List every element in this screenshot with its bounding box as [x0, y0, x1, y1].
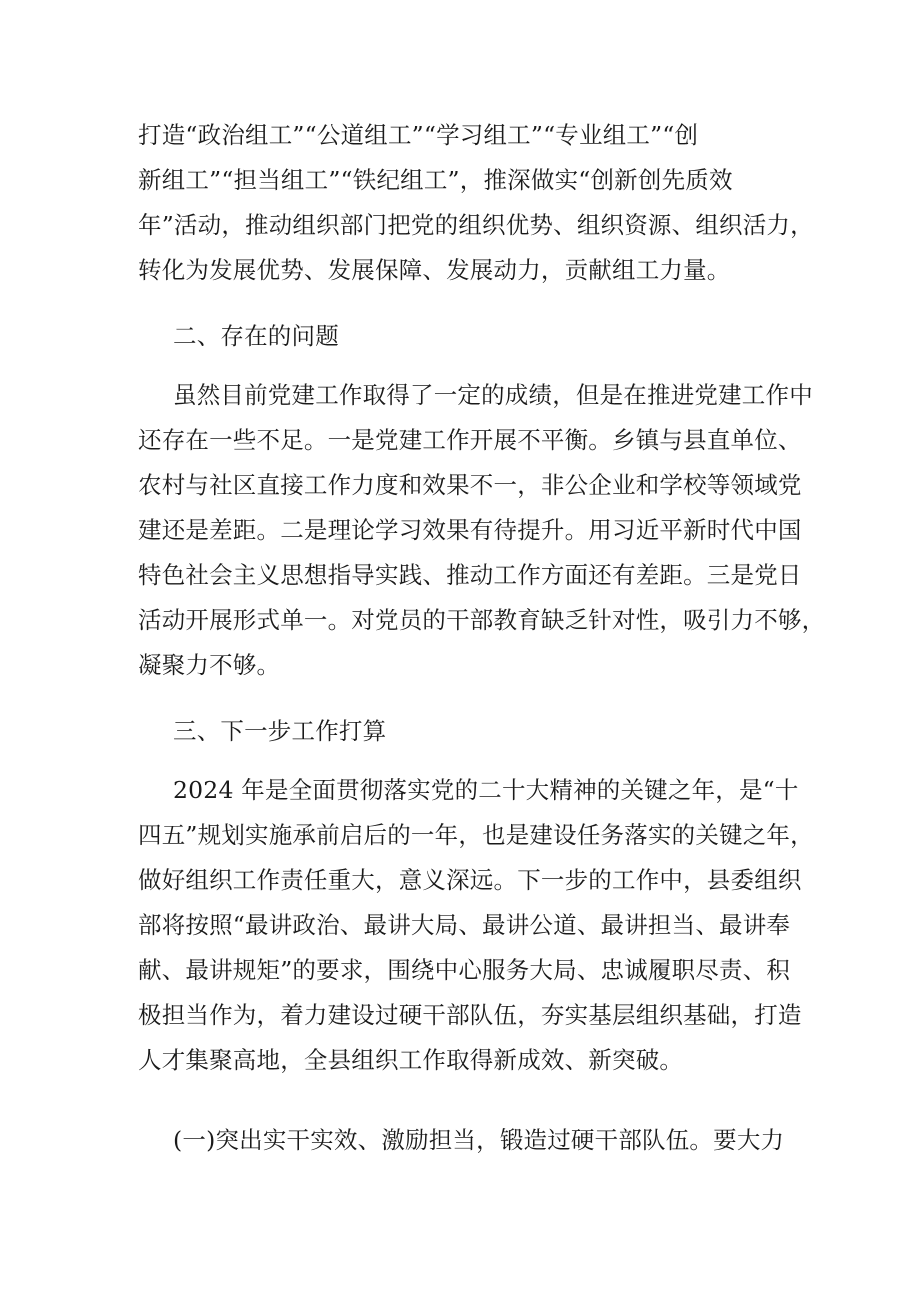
- paragraph-4-line-1: (一)突出实干实效、激励担当，锻造过硬干部队伍。要大力: [173, 1126, 785, 1154]
- paragraph-2-line-5: 特色社会主义思想指导实践、推动工作方面还有差距。三是党日: [138, 561, 802, 589]
- paragraph-2-line-4: 建还是差距。二是理论学习效果有待提升。用习近平新时代中国: [138, 516, 802, 544]
- paragraph-2-line-7: 凝聚力不够。: [138, 651, 281, 679]
- paragraph-2-line-2: 还存在一些不足。一是党建工作开展不平衡。乡镇与县直单位、: [138, 426, 802, 454]
- paragraph-2-line-3: 农村与社区直接工作力度和效果不一，非公企业和学校等领域党: [138, 471, 802, 499]
- paragraph-1-line-3: 年”活动，推动组织部门把党的组织优势、组织资源、组织活力，: [138, 211, 814, 239]
- paragraph-3-line-3: 做好组织工作责任重大，意义深远。下一步的工作中，县委组织: [138, 866, 802, 894]
- paragraph-3-line-4: 部将按照“最讲政治、最讲大局、最讲公道、最讲担当、最讲奉: [138, 911, 791, 939]
- section-heading-problems: 二、存在的问题: [173, 322, 339, 350]
- paragraph-1-line-4: 转化为发展优势、发展保障、发展动力，贡献组工力量。: [138, 256, 731, 284]
- paragraph-2-line-6: 活动开展形式单一。对党员的干部教育缺乏针对性，吸引力不够，: [138, 606, 826, 634]
- paragraph-1-line-1: 打造“政治组工”“公道组工”“学习组工”“专业组工”“创: [138, 121, 699, 149]
- paragraph-3-line-7: 人才集聚高地，全县组织工作取得新成效、新突破。: [138, 1046, 684, 1074]
- paragraph-1-line-2: 新组工”“担当组工”“铁纪组工”，推深做实“创新创先质效: [138, 166, 733, 194]
- paragraph-2-line-1: 虽然目前党建工作取得了一定的成绩，但是在推进党建工作中: [173, 381, 813, 409]
- section-heading-next-steps: 三、下一步工作打算: [173, 717, 387, 745]
- paragraph-3-line-6: 极担当作为，着力建设过硬干部队伍，夯实基层组织基础，打造: [138, 1001, 802, 1029]
- paragraph-3-line-2: 四五”规划实施承前启后的一年，也是建设任务落实的关键之年，: [138, 821, 814, 849]
- paragraph-3-line-5: 献、最讲规矩”的要求，围绕中心服务大局、忠诚履职尽责、积: [138, 956, 791, 984]
- paragraph-3-line-1: 2024 年是全面贯彻落实党的二十大精神的关键之年，是“十: [173, 776, 799, 804]
